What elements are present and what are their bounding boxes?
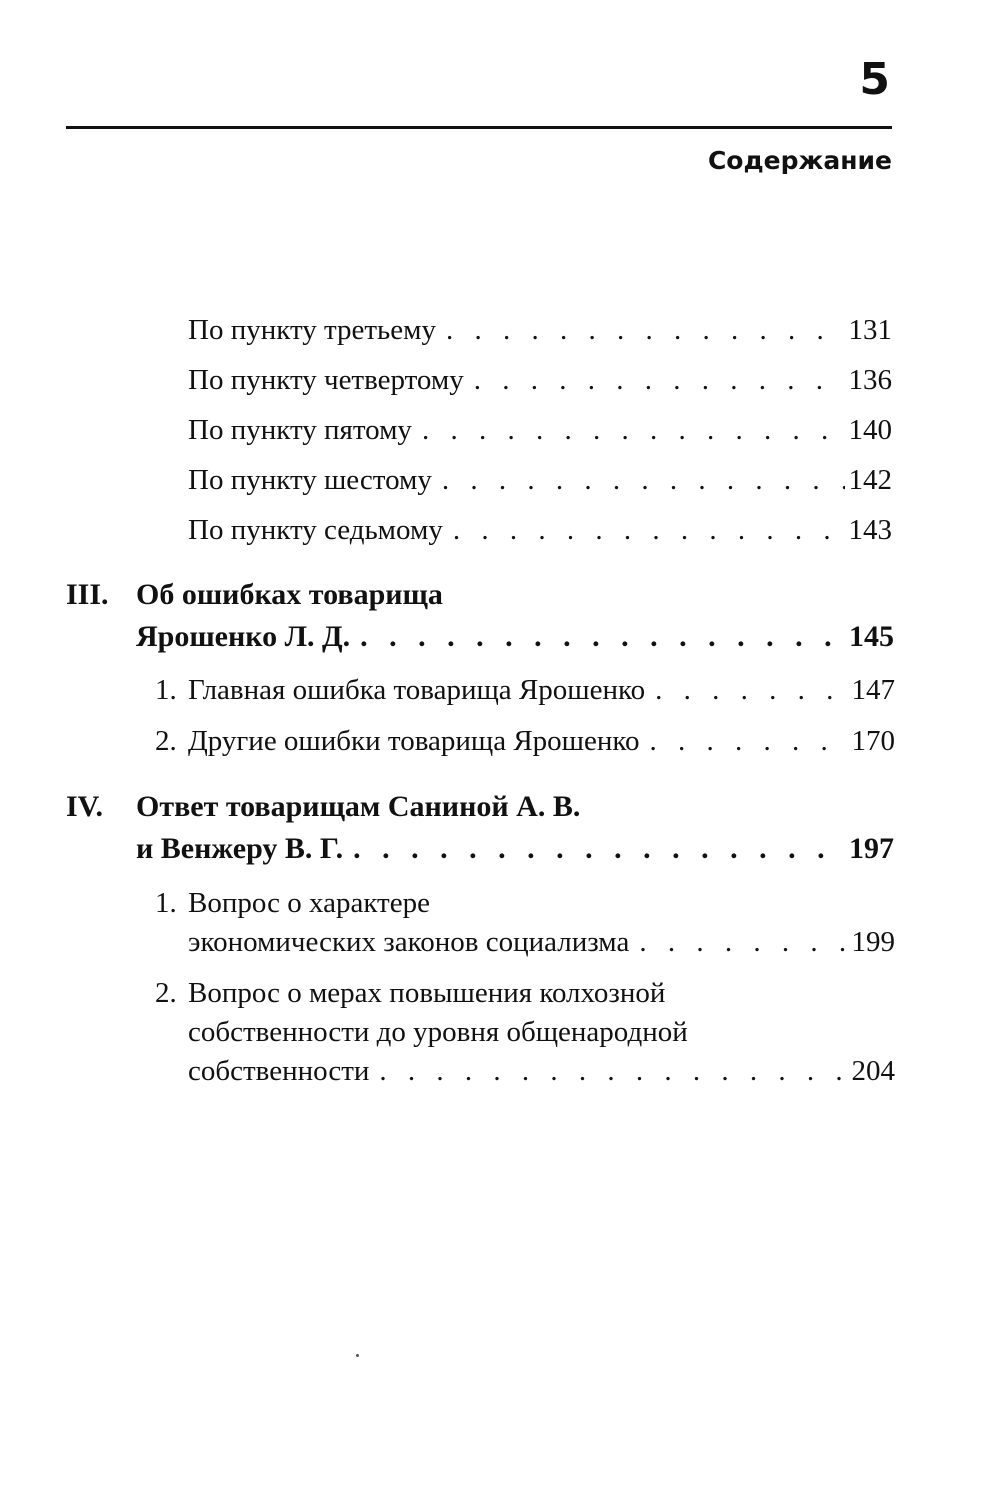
toc-entry-title: экономических законов социализма [188, 926, 630, 958]
section-title-text: и Венжеру В. Г. [136, 832, 344, 865]
section-title-line [136, 834, 894, 864]
toc-entry-title: По пункту четвертому [188, 364, 464, 396]
dot-leader [379, 1057, 847, 1086]
toc-entry-title: Вопрос о мерах повышения колхозной [188, 977, 666, 1009]
stray-mark [356, 1354, 359, 1357]
toc-entry-title: По пункту седьмому [188, 514, 443, 546]
toc-entry-page: 147 [851, 674, 895, 706]
toc-entry-page: 142 [848, 464, 892, 496]
dot-leader [639, 928, 847, 957]
toc-entry-number: 1. [155, 674, 177, 706]
toc-entry-title: Другие ошибки товарища Ярошенко [188, 725, 640, 757]
toc-entry-line [188, 1018, 895, 1047]
toc-entry-page: 136 [848, 364, 892, 396]
toc-entry-title-wrap [155, 889, 430, 918]
section-title-text: Об ошибках товарища [136, 578, 443, 611]
toc-entry-line [155, 979, 895, 1008]
dot-leader [474, 366, 845, 395]
toc-entry-title-wrap [155, 727, 640, 756]
toc-entry-line [188, 1057, 895, 1086]
toc-entry-title: По пункту пятому [188, 414, 412, 446]
section-page: 145 [849, 620, 894, 653]
running-head: Содержание [707, 146, 892, 175]
toc-entry-title: собственности до уровня общенародной [188, 1016, 688, 1048]
toc-entry [155, 676, 895, 705]
dot-leader [360, 622, 845, 652]
page-number: 5 [859, 54, 890, 105]
dot-leader [442, 466, 845, 495]
dot-leader [353, 834, 845, 864]
toc-entry [188, 516, 892, 545]
toc-entry [188, 316, 892, 345]
toc-entry-title: Вопрос о характере [188, 887, 430, 919]
toc-entry [188, 466, 892, 495]
section-title-line [136, 622, 894, 652]
toc-entry-page: 199 [851, 926, 895, 958]
toc-entry-number: 2. [155, 725, 177, 757]
section-numeral: III. [66, 578, 109, 611]
toc-entry-page: 143 [848, 514, 892, 546]
dot-leader [655, 676, 847, 705]
toc-entry-title-wrap [155, 979, 665, 1008]
dot-leader [422, 416, 845, 445]
toc-entry-title-wrap [155, 676, 645, 705]
toc-entry-title: собственности [188, 1055, 370, 1087]
toc-entry-number: 1. [155, 887, 177, 919]
section-numeral: IV. [66, 790, 103, 823]
toc-entry [155, 727, 895, 756]
toc-entry-number: 2. [155, 977, 177, 1009]
section-title-text: Ярошенко Л. Д. [136, 620, 351, 653]
section-title-line [136, 580, 894, 610]
toc-entry-page: 170 [851, 725, 895, 757]
toc-entry-title: Главная ошибка товарища Ярошенко [188, 674, 646, 706]
dot-leader [650, 727, 848, 756]
dot-leader [453, 516, 845, 545]
toc-entry-page: 204 [851, 1055, 895, 1087]
toc-entry-line [188, 928, 895, 957]
toc-entry-title: По пункту шестому [188, 464, 432, 496]
section-page: 197 [849, 832, 894, 865]
toc-entry-title: По пункту третьему [188, 314, 437, 346]
toc-entry [188, 366, 892, 395]
toc-entry-line [155, 889, 895, 918]
header-rule [66, 126, 892, 129]
toc-entry-page: 131 [848, 314, 892, 346]
toc-entry [188, 416, 892, 445]
toc-entry-page: 140 [848, 414, 892, 446]
section-title-line [136, 792, 894, 822]
section-title-text: Ответ товарищам Саниной А. В. [136, 790, 581, 823]
dot-leader [446, 316, 844, 345]
